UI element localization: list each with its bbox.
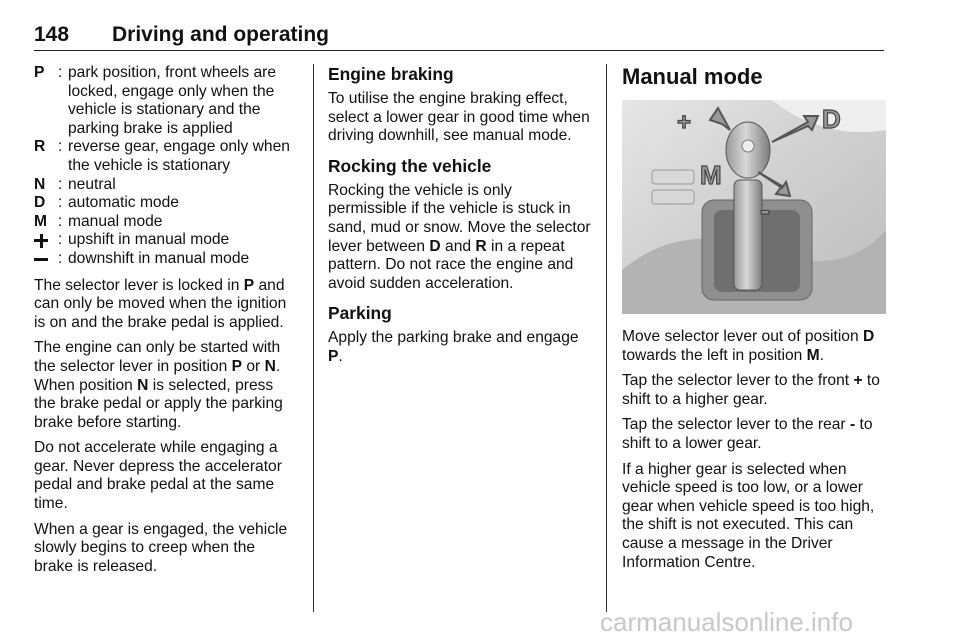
paragraph: If a higher gear is selected when vehicle speed is too low, or a lower gear when vehicle speed is too high, the shift is not executed. This can cause a message in the Driver Information Centre.: [622, 460, 875, 571]
column-middle: [328, 64, 592, 374]
paragraph: Tap the selector lever to the rear - to shift to a lower gear.: [622, 416, 873, 452]
legend-item: : upshift in manual mode: [34, 231, 298, 250]
gear-legend: [34, 64, 298, 269]
paragraph: Tap the selector lever to the front + to shift to a higher gear.: [622, 372, 880, 408]
section-title: Driving and operating: [112, 23, 330, 46]
paragraph: To utilise the engine braking effect, select a lower gear in good time when driving downhill, see manual mode.: [328, 90, 590, 145]
legend-text: reverse gear, engage only when the vehicle is stationary: [68, 138, 290, 174]
legend-item: N : neutral: [34, 176, 298, 195]
legend-item: P : park position, front wheels are locked, engage only when the vehicle is stationary and the parking brake is applied: [34, 64, 298, 138]
paragraph: Rocking the vehicle is only permissible if the vehicle is stuck in sand, mud or snow. Move the selector lever between D and R in a repeat pattern. Do not race the engine and avoid sudden acceleration.: [328, 181, 591, 292]
heading-manual-mode: Manual mode: [622, 64, 763, 89]
gear-selector-image: [622, 100, 886, 314]
page-header: [34, 24, 884, 51]
column-left: [34, 64, 298, 583]
legend-text: upshift in manual mode: [68, 231, 230, 249]
legend-text: downshift in manual mode: [68, 249, 250, 267]
figure-label-m: M: [700, 160, 722, 190]
paragraph: Apply the parking brake and engage P.: [328, 329, 579, 365]
figure-label-d: D: [822, 104, 841, 134]
watermark: carmanualsonline.info: [600, 607, 853, 637]
legend-item: : downshift in manual mode: [34, 250, 298, 269]
figure-label-minus: -: [760, 194, 770, 227]
paragraph: Do not accelerate while engaging a gear. Never depress the accelerator pedal and brake pedal at the same time.: [34, 439, 282, 513]
gear-selector-illustration: [622, 100, 886, 314]
legend-item: D : automatic mode: [34, 194, 298, 213]
legend-key-m: M: [34, 212, 47, 230]
heading-engine-braking: Engine braking: [328, 64, 454, 84]
heading-rocking: Rocking the vehicle: [328, 155, 492, 176]
minus-icon: [34, 252, 48, 266]
page-number: 148: [34, 23, 70, 46]
legend-key-p: P: [34, 64, 45, 81]
paragraph: The engine can only be started with the selector lever in position P or N. When position N is selected, press the brake pedal or apply the parking brake before starting.: [34, 339, 283, 431]
figure-label-plus: +: [677, 109, 692, 136]
plus-icon: [34, 234, 48, 248]
legend-item: R : reverse gear, engage only when the vehicle is stationary: [34, 138, 298, 175]
legend-text: neutral: [68, 175, 116, 193]
legend-text: park position, front wheels are locked, engage only when the vehicle is stationary and the parking brake is applied: [68, 64, 277, 137]
legend-item: M : manual mode: [34, 213, 298, 232]
heading-parking: Parking: [328, 303, 392, 324]
column-divider: [313, 64, 314, 612]
legend-key-r: R: [34, 138, 46, 156]
legend-text: automatic mode: [68, 194, 179, 212]
column-divider: [606, 64, 607, 612]
legend-text: manual mode: [68, 212, 163, 230]
paragraph: The selector lever is locked in P and can only be moved when the ignition is on and the brake pedal is applied.: [34, 276, 287, 331]
column-right: [622, 64, 888, 579]
legend-key-n: N: [34, 175, 46, 193]
paragraph: When a gear is engaged, the vehicle slowly begins to creep when the brake is released.: [34, 520, 288, 575]
legend-key-d: D: [34, 194, 46, 212]
paragraph: Move selector lever out of position D towards the left in position M.: [622, 328, 875, 364]
